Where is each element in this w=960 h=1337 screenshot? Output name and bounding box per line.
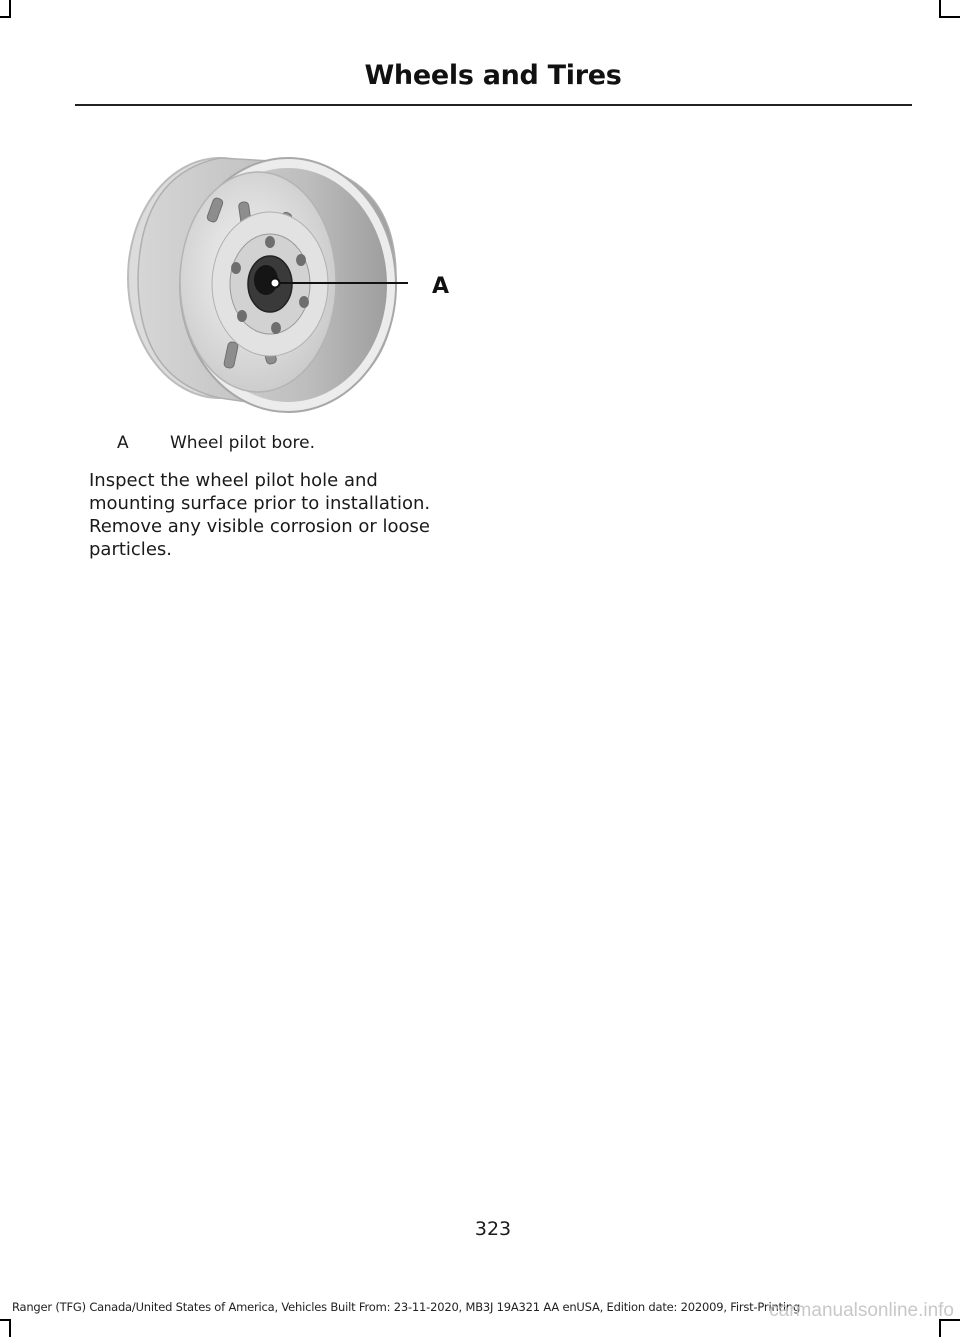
crop-mark-top-right-vertical [939,0,941,16]
footer-edition-text: Ranger (TFG) Canada/United States of America, Vehicles Built From: 23-11-2020, MB3J 19A321 AA enUSA, Edition date: 202009, First-Printing [11,1300,801,1314]
wheel-drawing [118,150,463,415]
wheel-illustration [118,150,463,415]
watermark: carmanualsonline.info [769,1300,954,1321]
legend-letter: A [117,433,129,453]
body-paragraph: Inspect the wheel pilot hole and mounting surface prior to installation. Remove any visible corrosion or loose particles. [89,470,431,560]
crop-mark-bottom-right-vertical [939,1320,941,1337]
crop-mark-bottom-left-horizontal [0,1319,11,1321]
crop-mark-bottom-left-vertical [9,1320,11,1337]
page-number: 323 [474,1218,512,1240]
crop-mark-top-right-horizontal [939,16,960,18]
page-title: Wheels and Tires [364,60,622,91]
legend-row [0,433,480,459]
crop-mark-top-left-horizontal [0,16,11,18]
crop-mark-top-left-vertical [9,0,11,16]
legend-description: Wheel pilot bore. [170,433,316,453]
callout-label-a: A [432,274,450,299]
header-divider [75,104,912,106]
